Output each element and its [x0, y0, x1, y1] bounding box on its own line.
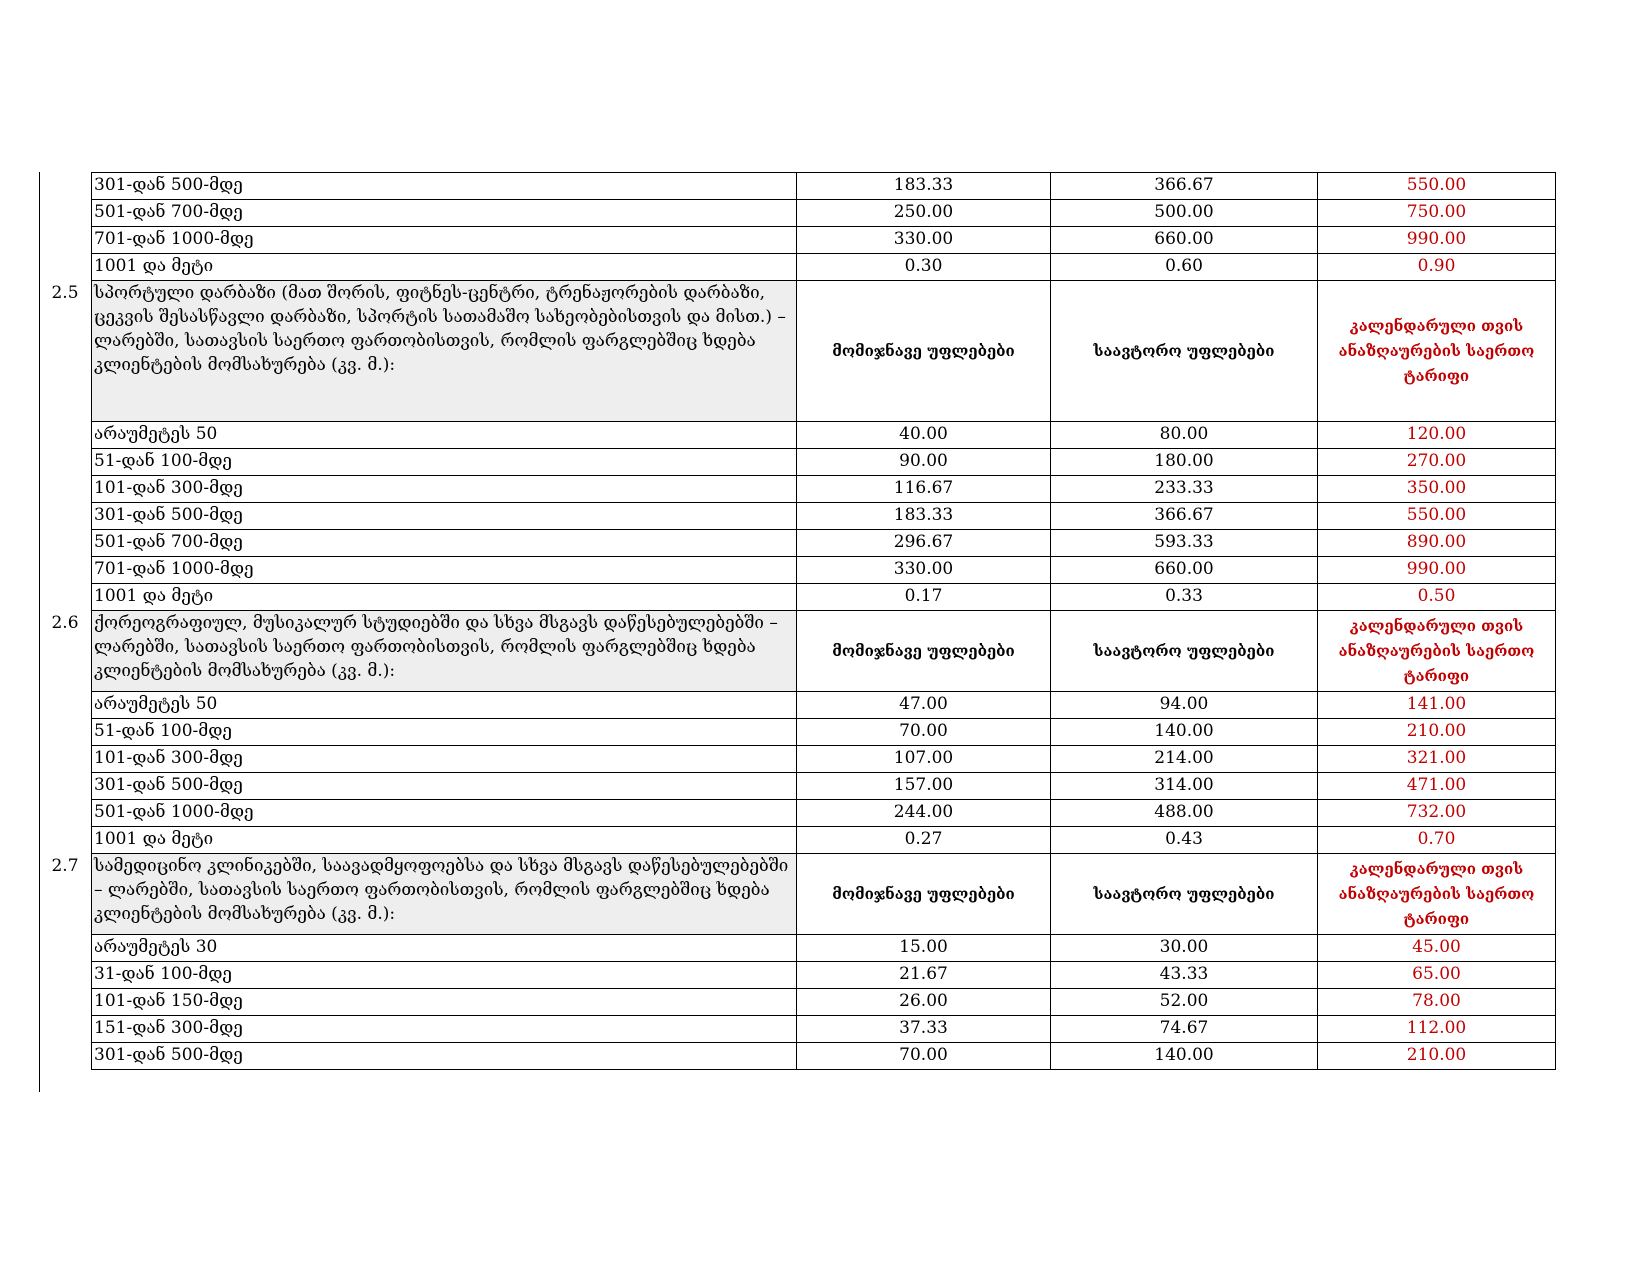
- related-rights-value: 37.33: [797, 1016, 1051, 1043]
- total-tariff-value: 0.50: [1318, 584, 1556, 611]
- table-row: [39, 254, 1556, 281]
- section-header-row: [39, 611, 1556, 692]
- range-label: 301-დან 500-მდე: [92, 173, 797, 200]
- copyright-value: 593.33: [1051, 530, 1318, 557]
- related-rights-value: 183.33: [797, 503, 1051, 530]
- tariff-table: [39, 172, 1556, 1070]
- row-number: [39, 422, 92, 449]
- column-header-total-tariff: კალენდარული თვის ანაზღაურების საერთო ტარიფი: [1318, 281, 1556, 422]
- range-label: 51-დან 100-მდე: [92, 719, 797, 746]
- copyright-value: 80.00: [1051, 422, 1318, 449]
- row-number: [39, 989, 92, 1016]
- table-row: [39, 530, 1556, 557]
- column-header-related-rights: მომიჯნავე უფლებები: [797, 281, 1051, 422]
- range-label: არაუმეტეს 50: [92, 692, 797, 719]
- table-row: [39, 1043, 1556, 1070]
- related-rights-value: 26.00: [797, 989, 1051, 1016]
- row-number: [39, 200, 92, 227]
- related-rights-value: 244.00: [797, 800, 1051, 827]
- range-label: 701-დან 1000-მდე: [92, 557, 797, 584]
- row-number: [39, 692, 92, 719]
- copyright-value: 500.00: [1051, 200, 1318, 227]
- copyright-value: 140.00: [1051, 1043, 1318, 1070]
- total-tariff-value: 550.00: [1318, 503, 1556, 530]
- total-tariff-value: 350.00: [1318, 476, 1556, 503]
- related-rights-value: 330.00: [797, 557, 1051, 584]
- related-rights-value: 183.33: [797, 173, 1051, 200]
- column-header-total-tariff: კალენდარული თვის ანაზღაურების საერთო ტარიფი: [1318, 854, 1556, 935]
- range-label: 301-დან 500-მდე: [92, 503, 797, 530]
- total-tariff-value: 141.00: [1318, 692, 1556, 719]
- total-tariff-value: 550.00: [1318, 173, 1556, 200]
- copyright-value: 366.67: [1051, 503, 1318, 530]
- table-row: [39, 827, 1556, 854]
- related-rights-value: 0.30: [797, 254, 1051, 281]
- row-number: [39, 773, 92, 800]
- table-row: [39, 746, 1556, 773]
- range-label: 101-დან 300-მდე: [92, 746, 797, 773]
- copyright-value: 214.00: [1051, 746, 1318, 773]
- section-number: 2.7: [51, 855, 79, 876]
- range-label: 151-დან 300-მდე: [92, 1016, 797, 1043]
- table-row: [39, 935, 1556, 962]
- range-label: 31-დან 100-მდე: [92, 962, 797, 989]
- row-number: [39, 719, 92, 746]
- total-tariff-value: 750.00: [1318, 200, 1556, 227]
- table-row: [39, 773, 1556, 800]
- related-rights-value: 0.27: [797, 827, 1051, 854]
- related-rights-value: 21.67: [797, 962, 1051, 989]
- range-label: 501-დან 1000-მდე: [92, 800, 797, 827]
- column-header-related-rights: მომიჯნავე უფლებები: [797, 611, 1051, 692]
- range-label: 701-დან 1000-მდე: [92, 227, 797, 254]
- total-tariff-value: 270.00: [1318, 449, 1556, 476]
- total-tariff-value: 0.90: [1318, 254, 1556, 281]
- related-rights-value: 15.00: [797, 935, 1051, 962]
- column-header-total-tariff: კალენდარული თვის ანაზღაურების საერთო ტარიფი: [1318, 611, 1556, 692]
- column-header-copyright: საავტორო უფლებები: [1051, 854, 1318, 935]
- table-row: [39, 962, 1556, 989]
- table-row: [39, 557, 1556, 584]
- related-rights-value: 70.00: [797, 1043, 1051, 1070]
- row-number: [39, 746, 92, 773]
- section-header-row: [39, 854, 1556, 935]
- row-number: [39, 584, 92, 611]
- total-tariff-value: 210.00: [1318, 1043, 1556, 1070]
- row-number: [39, 227, 92, 254]
- copyright-value: 314.00: [1051, 773, 1318, 800]
- section-header-row: [39, 281, 1556, 422]
- copyright-value: 660.00: [1051, 227, 1318, 254]
- copyright-value: 0.33: [1051, 584, 1318, 611]
- related-rights-value: 330.00: [797, 227, 1051, 254]
- row-number: [39, 476, 92, 503]
- related-rights-value: 70.00: [797, 719, 1051, 746]
- row-number: [39, 557, 92, 584]
- total-tariff-value: 0.70: [1318, 827, 1556, 854]
- total-tariff-value: 120.00: [1318, 422, 1556, 449]
- total-tariff-value: 65.00: [1318, 962, 1556, 989]
- total-tariff-value: 732.00: [1318, 800, 1556, 827]
- range-label: 501-დან 700-მდე: [92, 200, 797, 227]
- table-row: [39, 800, 1556, 827]
- table-row: [39, 449, 1556, 476]
- related-rights-value: 90.00: [797, 449, 1051, 476]
- row-number: [39, 173, 92, 200]
- table-row: [39, 719, 1556, 746]
- table-row: [39, 692, 1556, 719]
- table-row: [39, 200, 1556, 227]
- range-label: 301-დან 500-მდე: [92, 773, 797, 800]
- total-tariff-value: 45.00: [1318, 935, 1556, 962]
- total-tariff-value: 78.00: [1318, 989, 1556, 1016]
- range-label: არაუმეტეს 50: [92, 422, 797, 449]
- table-row: [39, 422, 1556, 449]
- range-label: არაუმეტეს 30: [92, 935, 797, 962]
- section-title: სამედიცინო კლინიკებში, საავადმყოფოებსა და სხვა მსგავს დაწესებულებებში – ლარებში, სათავსის საერთო ფართობისთვის, რომლის ფარგლებშიც ხდება კლიენტების მომსახურება (კვ. მ.):: [92, 854, 797, 935]
- copyright-value: 180.00: [1051, 449, 1318, 476]
- copyright-value: 0.43: [1051, 827, 1318, 854]
- table-row: [39, 476, 1556, 503]
- related-rights-value: 47.00: [797, 692, 1051, 719]
- section-title: სპორტული დარბაზი (მათ შორის, ფიტნეს-ცენტრი, ტრენაჟორების დარბაზი, ცეკვის შესასწავლი დარბაზი, სპორტის სათამაშო სახეობებისთვის და მისთ.) – ლარებში, სათავსის საერთო ფართობისთვის, რომლის ფარგლებშიც ხდება კლიენტების მომსახურება (კვ. მ.):: [92, 281, 797, 422]
- row-number: [39, 503, 92, 530]
- copyright-value: 488.00: [1051, 800, 1318, 827]
- copyright-value: 52.00: [1051, 989, 1318, 1016]
- row-number: [39, 1016, 92, 1043]
- copyright-value: 94.00: [1051, 692, 1318, 719]
- range-label: 501-დან 700-მდე: [92, 530, 797, 557]
- range-label: 101-დან 150-მდე: [92, 989, 797, 1016]
- range-label: 101-დან 300-მდე: [92, 476, 797, 503]
- row-number: [39, 530, 92, 557]
- section-number: 2.6: [51, 612, 79, 633]
- row-number: [39, 1043, 92, 1070]
- related-rights-value: 157.00: [797, 773, 1051, 800]
- total-tariff-value: 990.00: [1318, 557, 1556, 584]
- column-header-copyright: საავტორო უფლებები: [1051, 611, 1318, 692]
- copyright-value: 43.33: [1051, 962, 1318, 989]
- total-tariff-value: 890.00: [1318, 530, 1556, 557]
- related-rights-value: 107.00: [797, 746, 1051, 773]
- table-row: [39, 584, 1556, 611]
- table-row: [39, 173, 1556, 200]
- related-rights-value: 116.67: [797, 476, 1051, 503]
- table-row: [39, 227, 1556, 254]
- copyright-value: 0.60: [1051, 254, 1318, 281]
- total-tariff-value: 990.00: [1318, 227, 1556, 254]
- table-row: [39, 989, 1556, 1016]
- related-rights-value: 0.17: [797, 584, 1051, 611]
- table-row: [39, 503, 1556, 530]
- related-rights-value: 40.00: [797, 422, 1051, 449]
- range-label: 1001 და მეტი: [92, 254, 797, 281]
- range-label: 51-დან 100-მდე: [92, 449, 797, 476]
- copyright-value: 30.00: [1051, 935, 1318, 962]
- row-number: [39, 449, 92, 476]
- total-tariff-value: 471.00: [1318, 773, 1556, 800]
- row-number: [39, 254, 92, 281]
- total-tariff-value: 112.00: [1318, 1016, 1556, 1043]
- section-number: 2.5: [51, 282, 79, 303]
- column-header-related-rights: მომიჯნავე უფლებები: [797, 854, 1051, 935]
- total-tariff-value: 321.00: [1318, 746, 1556, 773]
- total-tariff-value: 210.00: [1318, 719, 1556, 746]
- table-row: [39, 1016, 1556, 1043]
- column-header-copyright: საავტორო უფლებები: [1051, 281, 1318, 422]
- section-title: ქორეოგრაფიულ, მუსიკალურ სტუდიებში და სხვა მსგავს დაწესებულებებში – ლარებში, სათავსის საერთო ფართობისთვის, რომლის ფარგლებშიც ხდება კლიენტების მომსახურება (კვ. მ.):: [92, 611, 797, 692]
- copyright-value: 233.33: [1051, 476, 1318, 503]
- range-label: 301-დან 500-მდე: [92, 1043, 797, 1070]
- range-label: 1001 და მეტი: [92, 827, 797, 854]
- related-rights-value: 296.67: [797, 530, 1051, 557]
- related-rights-value: 250.00: [797, 200, 1051, 227]
- row-number: [39, 827, 92, 854]
- range-label: 1001 და მეტი: [92, 584, 797, 611]
- copyright-value: 366.67: [1051, 173, 1318, 200]
- copyright-value: 74.67: [1051, 1016, 1318, 1043]
- copyright-value: 140.00: [1051, 719, 1318, 746]
- copyright-value: 660.00: [1051, 557, 1318, 584]
- row-number: [39, 935, 92, 962]
- row-number: [39, 800, 92, 827]
- row-number: [39, 962, 92, 989]
